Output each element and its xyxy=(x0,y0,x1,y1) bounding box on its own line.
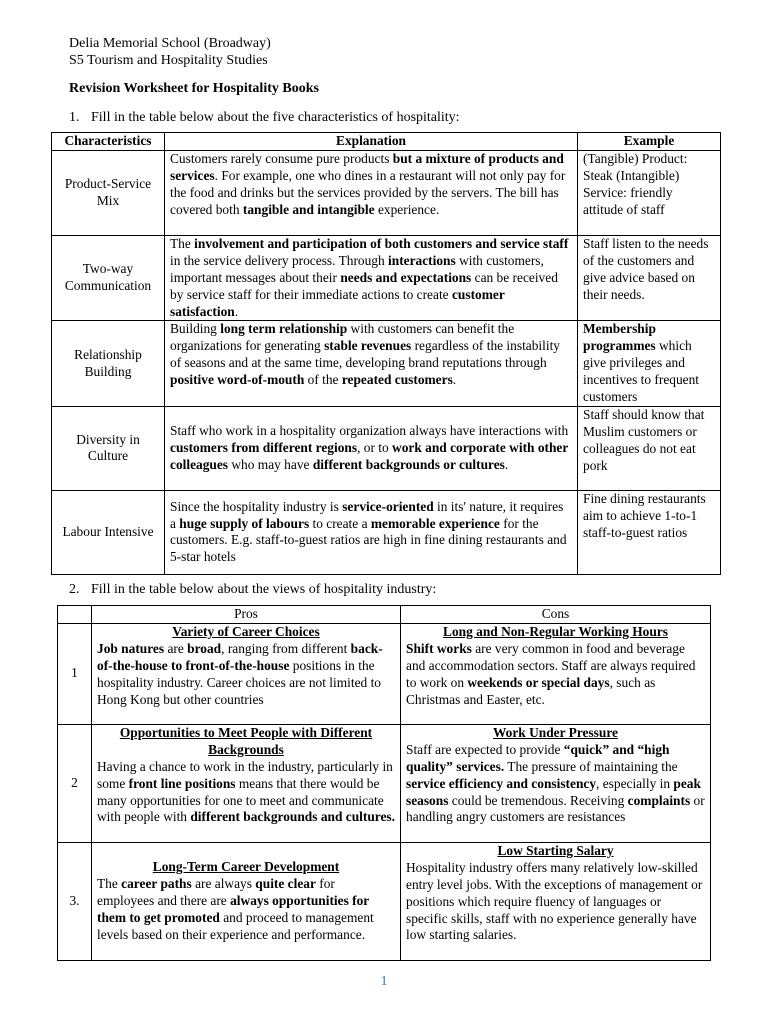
characteristic-explanation xyxy=(165,406,578,490)
text-run: Building xyxy=(170,321,221,337)
question-2-text: Fill in the table below about the views of hospitality industry: xyxy=(91,582,437,597)
pro-title: Opportunities to Meet People with Different Backgrounds xyxy=(119,724,373,757)
row-number: 3. xyxy=(58,842,92,960)
text-run: memorable experience xyxy=(370,515,500,531)
text-run: are always xyxy=(191,876,256,892)
pro-title: Variety of Career Choices xyxy=(172,623,320,639)
text-run: . xyxy=(234,303,239,319)
text-run: in its' nature, it requires a xyxy=(170,498,564,531)
text-run: to create a xyxy=(309,515,371,531)
text-run: could be tremendous. Receiving xyxy=(448,792,628,808)
text-run: . xyxy=(452,372,457,388)
header-explanation: Explanation xyxy=(165,133,578,151)
text-run: , such as Christmas and Easter, etc. xyxy=(406,674,656,707)
text-run: or handling angry customers are resistances xyxy=(406,792,705,825)
table-row xyxy=(52,235,721,321)
text-run: are very common in food and beverage and accommodation sectors. Staff are always required to work on xyxy=(406,640,696,690)
row-number: 1 xyxy=(58,623,92,724)
text-run: in the service delivery process. Through xyxy=(170,252,389,268)
text-run: Fine dining restaurants aim to achieve 1-to-1 staff-to-guest ratios xyxy=(583,490,706,540)
text-run: for employees and there are xyxy=(97,876,335,908)
text-run: regardless of the instability of seasons and at the same time, developing brand reputations through xyxy=(170,338,560,371)
text-run: Membership programmes xyxy=(583,321,656,354)
text-run: The xyxy=(170,235,195,251)
table-row xyxy=(52,321,721,407)
characteristic-explanation xyxy=(165,321,578,407)
text-run: can be received by service staff for their immediate actions to create xyxy=(170,269,558,302)
characteristic-name: Labour Intensive xyxy=(52,490,165,574)
text-run: different backgrounds or cultures xyxy=(312,456,505,472)
page-number: 1 xyxy=(380,974,388,989)
text-run: peak seasons xyxy=(406,775,701,808)
con-title: Long and Non-Regular Working Hours xyxy=(443,623,668,639)
characteristic-example xyxy=(578,150,721,235)
text-run: and proceed to management levels based on their experience and performance. xyxy=(97,909,374,942)
table-row xyxy=(52,406,721,490)
text-run: tangible and intangible xyxy=(242,201,375,217)
text-run: , or to xyxy=(357,440,393,456)
header-cons: Cons xyxy=(401,606,711,624)
con-title: Low Starting Salary xyxy=(497,842,614,858)
text-run: complaints xyxy=(627,792,691,808)
con-text xyxy=(406,742,705,827)
characteristic-name: Product-Service Mix xyxy=(52,150,165,235)
characteristic-explanation xyxy=(165,150,578,235)
pro-text xyxy=(97,876,395,944)
header-pros: Pros xyxy=(92,606,401,624)
text-run: weekends or special days xyxy=(467,674,610,690)
text-run: Staff should know that Muslim customers or colleagues do not eat pork xyxy=(583,406,705,473)
pro-cell xyxy=(92,842,401,960)
text-run: Shift works xyxy=(406,640,472,656)
table-row xyxy=(58,842,711,960)
text-run: with customers can benefit the organizations for generating xyxy=(170,321,515,354)
con-title: Work Under Pressure xyxy=(493,724,618,740)
text-run: are xyxy=(164,640,188,656)
text-run: quite clear xyxy=(255,876,316,892)
question-1-text: Fill in the table below about the five characteristics of hospitality: xyxy=(91,110,460,125)
text-run: Hospitality industry offers many relatively low-skilled entry level jobs. With the exceptions of management or positions which require fluency of languages or specific skills, staff with no experience generally have low starting salaries. xyxy=(406,859,703,943)
table-row xyxy=(58,623,711,724)
characteristic-explanation xyxy=(165,490,578,574)
text-run: positive word-of-mouth xyxy=(170,372,305,388)
text-run: , especially in xyxy=(596,775,674,791)
text-run: customer satisfaction xyxy=(170,286,505,319)
pro-title: Long-Term Career Development xyxy=(152,859,340,875)
text-run: interactions xyxy=(388,252,456,268)
text-run: Since the hospitality industry is xyxy=(170,498,343,514)
characteristic-example xyxy=(578,490,721,574)
pro-text xyxy=(97,641,395,709)
characteristic-example xyxy=(578,321,721,407)
question-2-number: 2. xyxy=(69,582,80,597)
school-name: Delia Memorial School (Broadway) xyxy=(69,36,271,51)
con-text xyxy=(406,641,705,709)
text-run: for the customers. E.g. staff-to-guest ratios are high in fine dining restaurants and 5-star hotels xyxy=(170,515,567,565)
text-run: Staff are expected to provide xyxy=(406,741,564,757)
text-run: back-of-the-house to front-of-the-house xyxy=(97,640,383,673)
question-1 xyxy=(69,109,460,126)
text-run: Staff who work in a hospitality organization always have interactions with xyxy=(170,423,569,439)
text-run: who may have xyxy=(228,456,313,472)
text-run: The xyxy=(97,876,122,892)
characteristic-name: Relationship Building xyxy=(52,321,165,407)
table-row xyxy=(58,724,711,842)
text-run: involvement and participation of both customers and service staff xyxy=(194,235,569,251)
text-run: work and corporate with other colleagues xyxy=(170,440,569,472)
text-run: Having a chance to work in the industry, particularly in some xyxy=(97,758,393,791)
text-run: Job natures xyxy=(97,640,165,656)
text-run: career paths xyxy=(121,876,192,892)
table-row xyxy=(52,490,721,574)
text-run: Staff listen to the needs of the customers and give advice based on their needs. xyxy=(583,235,709,302)
pro-cell xyxy=(92,623,401,724)
characteristic-name: Diversity in Culture xyxy=(52,406,165,490)
table-row xyxy=(52,150,721,235)
text-run: front line positions xyxy=(128,775,236,791)
con-cell xyxy=(401,842,711,960)
characteristics-table xyxy=(51,132,721,575)
pro-text xyxy=(97,759,395,827)
table-header-row xyxy=(52,133,721,151)
text-run: huge supply of labours xyxy=(179,515,310,531)
text-run: different backgrounds and cultures. xyxy=(190,809,395,825)
text-run: “quick” and “high quality” services. xyxy=(406,741,670,774)
worksheet-title: Revision Worksheet for Hospitality Books xyxy=(69,81,319,96)
header-characteristics: Characteristics xyxy=(52,133,165,151)
text-run: , ranging from different xyxy=(221,640,351,656)
text-run: always opportunities for them to get promoted xyxy=(97,892,369,925)
text-run: means that there would be many opportunities for one to meet and communicate with people with xyxy=(97,775,384,825)
characteristic-example xyxy=(578,235,721,321)
con-text xyxy=(406,860,705,945)
con-cell xyxy=(401,724,711,842)
text-run: broad xyxy=(187,640,222,656)
row-number: 2 xyxy=(58,724,92,842)
text-run: customers from different regions xyxy=(170,440,358,456)
table-header-row xyxy=(58,606,711,624)
subject-name: S5 Tourism and Hospitality Studies xyxy=(69,53,268,68)
text-run: needs and expectations xyxy=(340,269,472,285)
views-table xyxy=(57,605,711,961)
text-run: experience. xyxy=(374,201,440,217)
text-run: service efficiency and consistency xyxy=(406,775,597,791)
pro-cell xyxy=(92,724,401,842)
text-run: repeated customers xyxy=(341,372,453,388)
header-example: Example xyxy=(578,133,721,151)
text-run: The pressure of maintaining the xyxy=(504,758,678,774)
con-cell xyxy=(401,623,711,724)
characteristic-explanation xyxy=(165,235,578,321)
text-run: service-oriented xyxy=(342,498,434,514)
characteristic-example xyxy=(578,406,721,490)
text-run: . For example, one who dines in a restaurant will not only pay for the food and drinks but the services provided by the servers. The bill has covered both xyxy=(170,167,566,217)
header-number xyxy=(58,606,92,624)
text-run: stable revenues xyxy=(324,338,412,354)
question-1-number: 1. xyxy=(69,110,80,125)
text-run: Customers rarely consume pure products xyxy=(170,150,393,166)
text-run: long term relationship xyxy=(220,321,348,337)
text-run: . xyxy=(504,456,509,472)
text-run: which give privileges and incentives to frequent customers xyxy=(583,338,700,405)
question-2 xyxy=(69,581,436,598)
text-run: but a mixture of products and services xyxy=(170,150,564,183)
text-run: (Tangible) Product: Steak (Intangible) Service: friendly attitude of staff xyxy=(583,150,688,217)
text-run: positions in the hospitality industry. Career choices are not limited to Hong Kong but other countries xyxy=(97,657,381,707)
text-run: of the xyxy=(304,372,342,388)
text-run: with customers, important messages about their xyxy=(170,252,544,285)
characteristic-name: Two-way Communication xyxy=(52,235,165,321)
